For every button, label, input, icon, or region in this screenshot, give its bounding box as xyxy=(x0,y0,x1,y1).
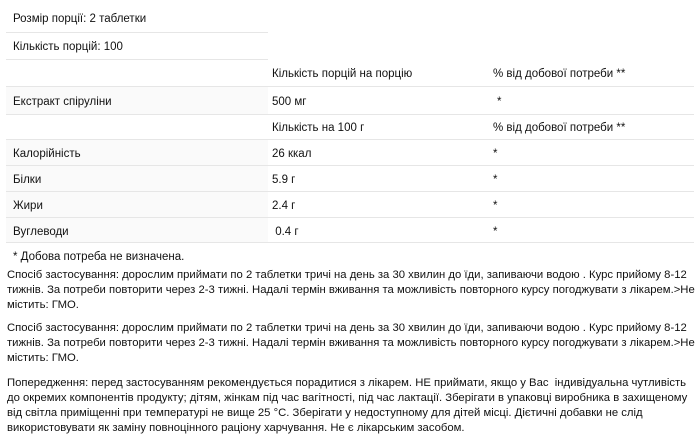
nutrient-amount: 26 ккал xyxy=(272,148,312,160)
serving-size: Розмір порції: 2 таблетки xyxy=(13,13,147,25)
nutrient-name: Вуглеводи xyxy=(13,226,69,238)
nutrient-daily-value: * xyxy=(493,226,498,238)
extract-name: Екстракт спіруліни xyxy=(13,96,112,108)
footnote-row xyxy=(6,243,694,268)
header-amount-per-100g: Кількість на 100 г xyxy=(272,122,365,134)
table-row xyxy=(6,87,694,115)
nutrient-amount: 2.4 г xyxy=(272,200,296,212)
warning-text: Попередження: перед застосуванням рекомендується порадитися з лікарем. НЕ приймати, якщо у Вас індивідуальна чутливість до окремих компонентів продукту; дітям, жінкам під час вагітності, під час лактації. Зберігати в упаковці виробника в захищеному від світла приміщенні при температурі не вище 25 °C. Зберігати у недоступному для дітей місці. Дієтичні добавки не слід використовувати як заміну повноцінного раціону харчування. Не є лікарським засобом. xyxy=(7,377,691,434)
extract-amount: 500 мг xyxy=(272,96,307,108)
table-row xyxy=(6,218,694,243)
nutrient-name: Жири xyxy=(13,200,43,212)
header-daily-value: % від добової потреби ** xyxy=(493,122,626,134)
servings-count-row xyxy=(6,33,268,60)
nutrient-amount: 5.9 г xyxy=(272,174,296,186)
table-row xyxy=(6,192,694,218)
nutrient-amount: 0.4 г xyxy=(272,226,299,238)
table-row xyxy=(6,140,694,166)
header-daily-value: % від добової потреби ** xyxy=(493,68,626,80)
nutrition-table xyxy=(6,6,694,268)
usage-instructions: Спосіб застосування: дорослим приймати по 2 таблетки тричі на день за 30 хвилин до їди, запиваючи водою . Курс прийому 8-12 тижнів. За потреби повторити через 2-3 тижні. Надалі термін вживання та можливість повторного курсу погоджувати з лікарем.>Не містить: ГМО. xyxy=(7,269,695,311)
nutrient-daily-value: * xyxy=(493,148,498,160)
table-header-row xyxy=(6,60,694,87)
serving-size-row xyxy=(6,6,268,33)
servings-count: Кількість порцій: 100 xyxy=(13,41,123,53)
footnote: * Добова потреба не визначена. xyxy=(13,251,185,263)
nutrient-name: Калорійність xyxy=(13,148,81,160)
nutrient-daily-value: * xyxy=(493,200,498,212)
table-header-row xyxy=(6,115,694,140)
nutrient-daily-value: * xyxy=(493,174,498,186)
table-row xyxy=(6,166,694,192)
header-amount-per-serving: Кількість порцій на порцію xyxy=(272,68,413,80)
nutrient-name: Білки xyxy=(13,174,42,186)
extract-daily-value: * xyxy=(497,96,502,108)
usage-instructions: Спосіб застосування: дорослим приймати по 2 таблетки тричі на день за 30 хвилин до їди, запиваючи водою . Курс прийому 8-12 тижнів. За потреби повторити через 2-3 тижні. Надалі термін вживання та можливість повторного курсу погоджувати з лікарем.>Не містить: ГМО. xyxy=(7,322,695,364)
